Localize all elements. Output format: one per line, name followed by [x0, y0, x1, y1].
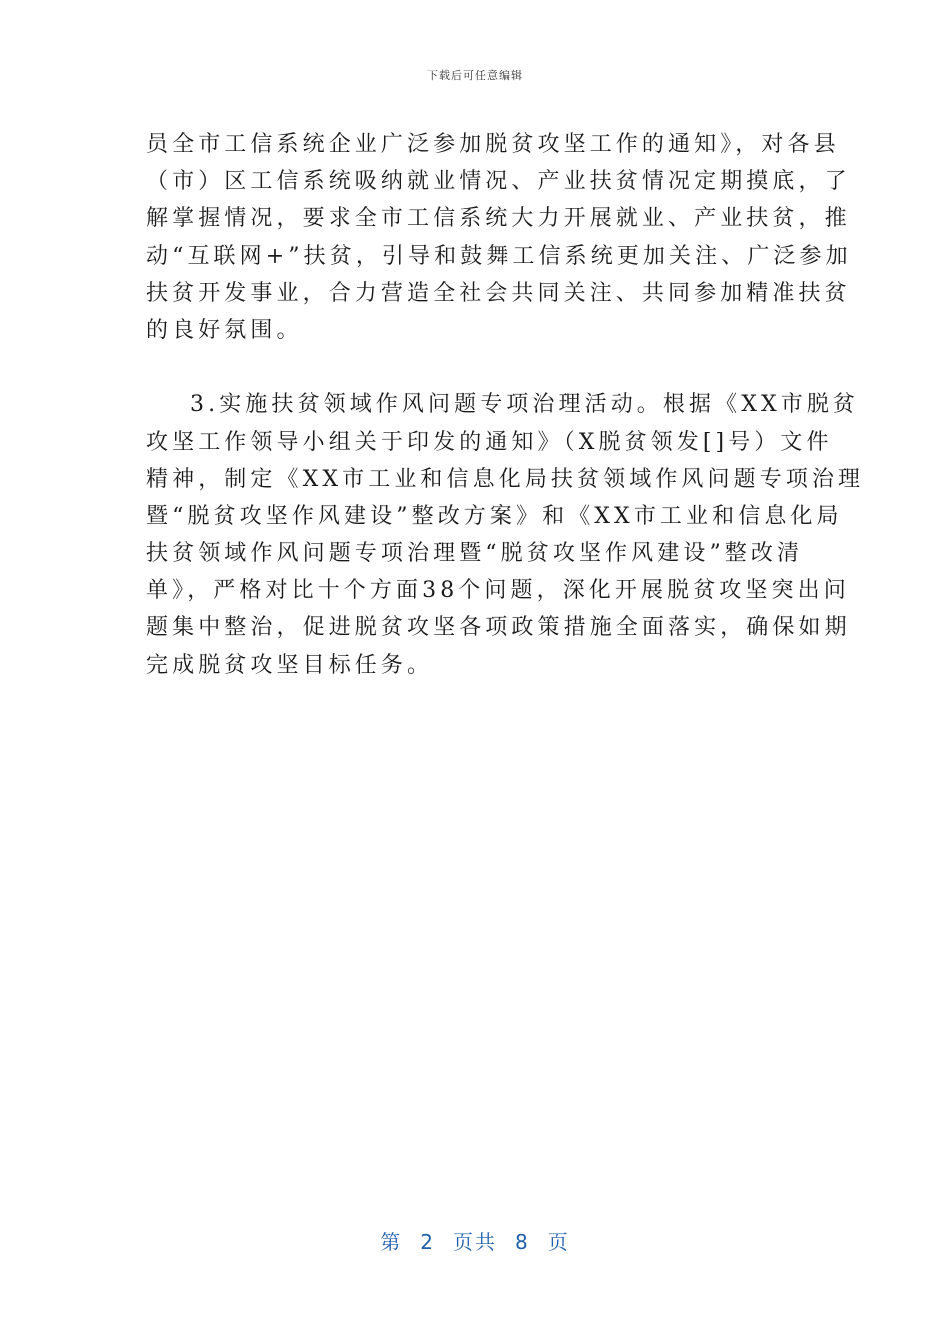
- text-line: 题集中整治，促进脱贫攻坚各项政策措施全面落实，确保如期: [146, 615, 851, 641]
- paragraph: [146, 126, 852, 349]
- footer-suffix: 页: [547, 1230, 570, 1254]
- text-line: 扶贫领域作风问题专项治理暨“脱贫攻坚作风建设”整改清: [146, 541, 804, 567]
- header-note: 下载后可任意编辑: [427, 69, 523, 82]
- footer-middle: 页共: [453, 1230, 497, 1254]
- text-line: 暨“脱贫攻坚作风建设”整改方案》和《XX市工业和信息化局: [146, 503, 843, 529]
- text-line: 单》，严格对比十个方面38个问题，深化开展脱贫攻坚突出问: [146, 578, 850, 604]
- text-line: 完成脱贫攻坚目标任务。: [146, 652, 434, 678]
- text-line: 解掌握情况，要求全市工信系统大力开展就业、产业扶贫，推: [146, 206, 851, 232]
- document-body: [146, 126, 865, 684]
- text-line: 精神，制定《XX市工业和信息化局扶贫领域作风问题专项治理: [146, 466, 865, 492]
- paragraph-spacer: [146, 349, 811, 386]
- text-line: （市）区工信系统吸纳就业情况、产业扶贫情况定期摸底，了: [146, 169, 851, 195]
- total-page-number: 8: [515, 1230, 530, 1254]
- page-number-footer: [0, 1226, 950, 1255]
- text-line: 的良好氛围。: [146, 317, 303, 343]
- text-line: 攻坚工作领导小组关于印发的通知》（X脱贫领发[]号）文件: [146, 429, 833, 455]
- text-line: 3.实施扶贫领域作风问题专项治理活动。根据《XX市脱贫: [190, 392, 860, 418]
- text-line: 动“互联网+”扶贫，引导和鼓舞工信系统更加关注、广泛参加: [146, 243, 852, 269]
- text-line: 扶贫开发事业，合力营造全社会共同关注、共同参加精准扶贫: [146, 280, 851, 306]
- paragraph: [146, 386, 865, 684]
- footer-prefix: 第: [380, 1230, 403, 1254]
- current-page-number: 2: [420, 1230, 435, 1254]
- text-line: 员全市工信系统企业广泛参加脱贫攻坚工作的通知》，对各县: [146, 132, 840, 157]
